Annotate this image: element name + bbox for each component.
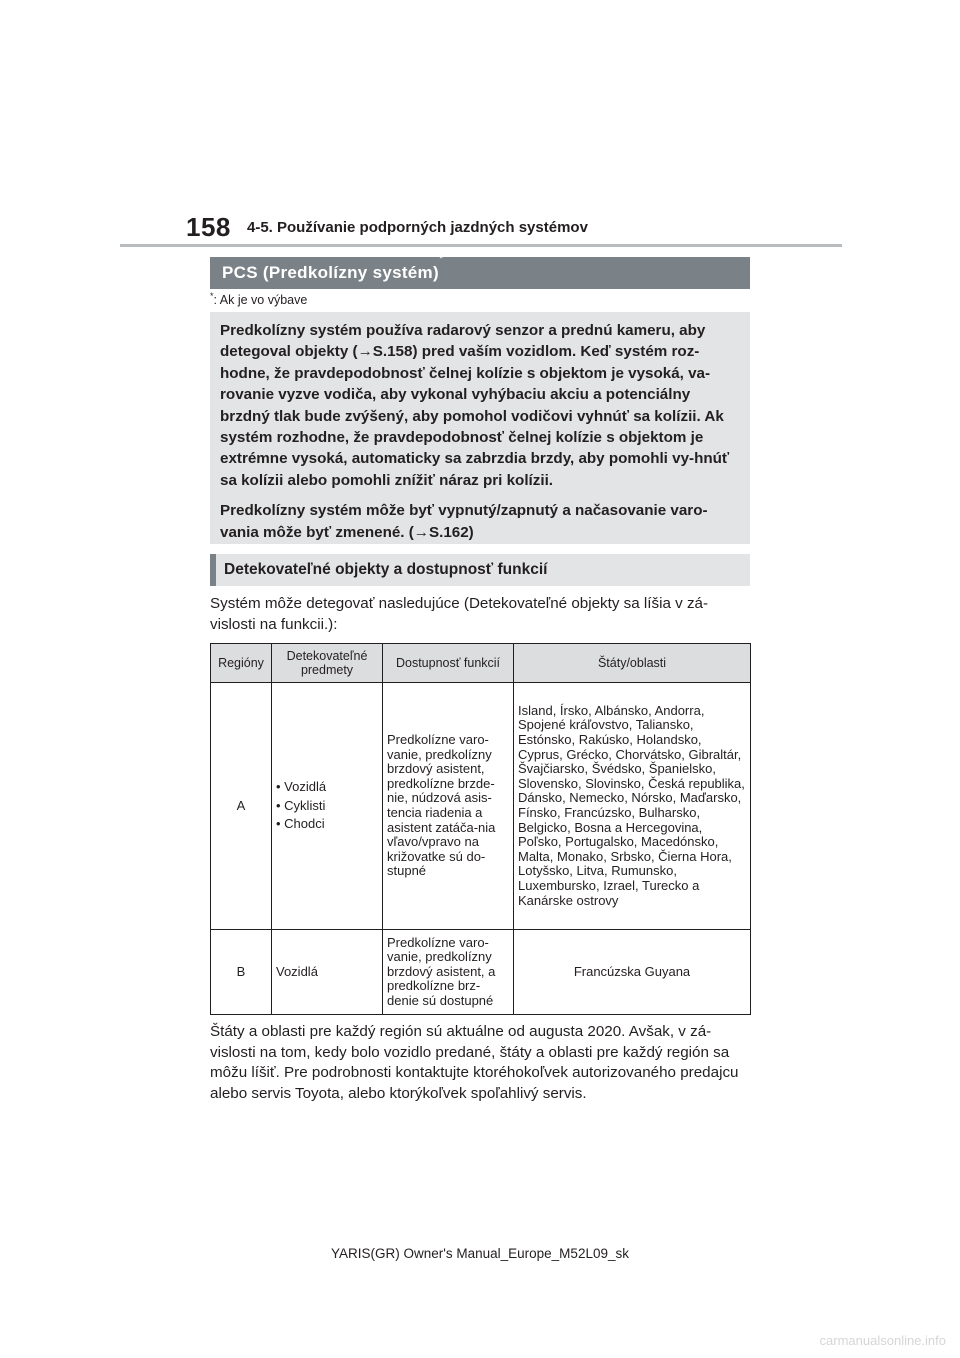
footnote: [210, 293, 307, 307]
objects-cell: Vozidlá: [272, 930, 383, 1015]
column-header: Detekovateľné predmety: [272, 644, 383, 683]
intro-box: [210, 312, 750, 544]
list-item: • Vozidlá: [276, 780, 378, 795]
objects-cell: [272, 683, 383, 930]
watermark: carmanualsonline.info: [819, 1333, 946, 1348]
footnote-marker: *: [438, 253, 444, 265]
functions-cell: Predkolízne varo-vanie, predkolízny brzdový asistent, a predkolízne brz-denie sú dostupné: [383, 930, 514, 1015]
page-number: 158: [186, 212, 231, 242]
table-row: [211, 683, 751, 930]
region-cell: A: [211, 683, 272, 930]
section-heading-detectable-objects: [210, 554, 750, 586]
section-heading-pcs: [210, 253, 750, 289]
table-row: [211, 930, 751, 1015]
footnote-text: : Ak je vo výbave: [213, 293, 308, 307]
states-cell: Island, Írsko, Albánsko, Andorra, Spojené kráľovstvo, Taliansko, Estónsko, Rakúsko, Holandsko, Cyprus, Grécko, Chorvátsko, Gibraltár, Švajčiarsko, Švédsko, Španielsko, Slovensko, Slovinsko, Česká republika, Dánsko, Nemecko, Nórsko, Maďarsko, Fínsko, Francúzsko, Bulharsko, Belgicko, Bosna a Hercegovina, Poľsko, Portugalsko, Macedónsko, Malta, Monako, Srbsko, Čierna Hora, Lotyšsko, Litva, Rumunsko, Luxembursko, Izrael, Turecko a Kanárske ostrovy: [514, 683, 751, 930]
states-cell: Francúzska Guyana: [514, 930, 751, 1015]
functions-cell: Predkolízne varo-vanie, predkolízny brzdový asistent, predkolízne brzde-nie, núdzová asis-tencia riadenia a asistent zatáča-nia vľavo/vpravo na križovatke sú do-stupné: [383, 683, 514, 930]
intro-paragraph: Predkolízny systém môže byť vypnutý/zapnutý a načasovanie varo-vania môže byť zmenené. (→S.162): [220, 502, 708, 541]
list-item: • Chodci: [276, 817, 378, 832]
section-title: Detekovateľné objekty a dostupnosť funkcií: [224, 561, 548, 578]
footnote-marker: *: [210, 291, 214, 301]
header-divider: [120, 244, 842, 247]
intro-paragraph: Predkolízny systém používa radarový senzor a prednú kameru, aby detegoval objekty (→S.158) pred vaším vozidlom. Keď systém roz-hodne, že pravdepodobnosť čelnej kolízie s objektom je vysoká, va-rovanie vyzve vodiča, aby vykonal vyhýbaciu akciu a potenciálny brzdný tlak bude zvýšený, aby pomohol vodičovi vyhnúť sa kolízii. Ak systém rozhodne, že pravdepodobnosť čelnej kolízie s objektom je extrémne vysoká, automaticky sa zabrzdia brzdy, aby pomohli vy-hnúť sa kolízii alebo pomohli znížiť náraz pri kolízii.: [220, 322, 730, 489]
region-cell: B: [211, 930, 272, 1015]
column-header: Dostupnosť funkcií: [383, 644, 514, 683]
section-title: PCS (Predkolízny systém): [222, 263, 439, 282]
body-paragraph: Systém môže detegovať nasledujúce (Detekovateľné objekty sa líšia v zá-vislosti na funkcii.):: [210, 595, 709, 633]
regions-table: [210, 643, 751, 1015]
column-header: Regióny: [211, 644, 272, 683]
document-footer: YARIS(GR) Owner's Manual_Europe_M52L09_sk: [331, 1246, 629, 1261]
table-header-row: [211, 644, 751, 683]
column-header: Štáty/oblasti: [514, 644, 751, 683]
list-item: • Cyklisti: [276, 799, 378, 814]
objects-list: [276, 780, 378, 832]
body-paragraph: Štáty a oblasti pre každý región sú aktuálne od augusta 2020. Avšak, v zá-vislosti na tom, kedy bolo vozidlo predané, štáty a oblasti pre každý región sa môžu líšiť. Pre podrobnosti kontaktujte ktoréhokoľvek autorizovaného predajcu alebo servis Toyota, alebo ktorýkoľvek spoľahlivý servis.: [210, 1023, 739, 1102]
chapter-title: 4-5. Používanie podporných jazdných systémov: [247, 219, 588, 236]
